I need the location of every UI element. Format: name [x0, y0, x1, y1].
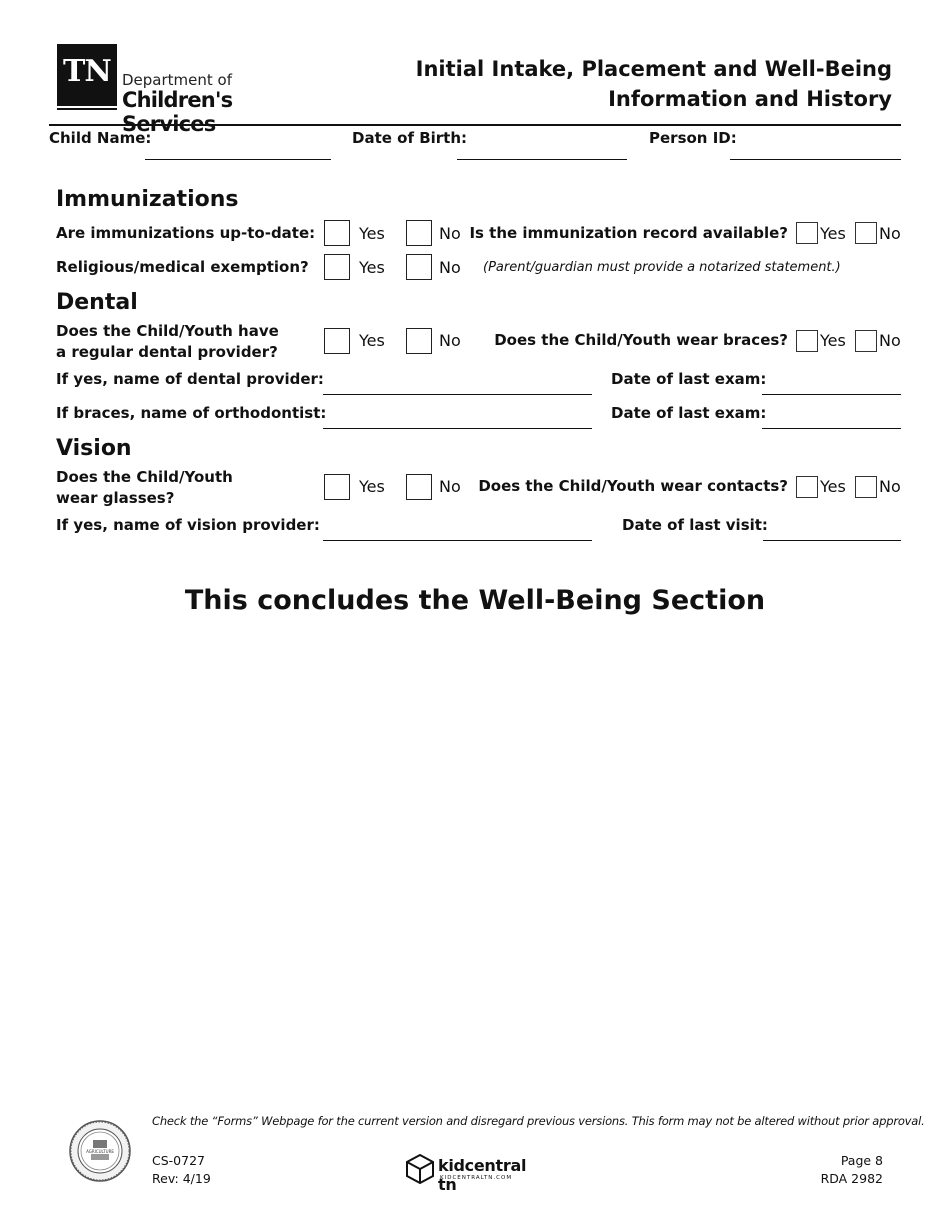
dental-provider-question-line1: Does the Child/Youth have [56, 322, 279, 340]
braces-yes-checkbox[interactable] [796, 330, 818, 352]
orthodontist-name-field[interactable] [323, 428, 592, 429]
immunization-record-no-checkbox[interactable] [855, 222, 877, 244]
glasses-no-checkbox[interactable] [406, 474, 432, 500]
dental-provider-question [56, 321, 279, 363]
no-label: No [439, 477, 461, 496]
vision-visit-date-field[interactable] [763, 540, 901, 541]
exemption-no-checkbox[interactable] [406, 254, 432, 280]
logo-underline-bars [57, 104, 117, 110]
state-seal-icon [69, 1120, 131, 1182]
form-info [152, 1152, 211, 1188]
dob-label: Date of Birth: [352, 129, 468, 147]
contacts-label: Does the Child/Youth wear contacts? [478, 477, 788, 495]
no-label: No [879, 224, 901, 243]
dob-field[interactable] [457, 159, 627, 160]
form-revision: Rev: 4/19 [152, 1171, 211, 1186]
dental-provider-yes-checkbox[interactable] [324, 328, 350, 354]
glasses-question [56, 467, 233, 509]
form-number: CS-0727 [152, 1153, 205, 1168]
braces-label: Does the Child/Youth wear braces? [494, 331, 788, 349]
dental-provider-question-line2: a regular dental provider? [56, 343, 278, 361]
no-label: No [879, 331, 901, 350]
no-label: No [439, 331, 461, 350]
department-logo [57, 44, 327, 136]
vision-provider-name-field[interactable] [323, 540, 592, 541]
kidcentral-logo [405, 1154, 545, 1194]
yes-label: Yes [359, 258, 385, 277]
glasses-question-line2: wear glasses? [56, 489, 175, 507]
rda-number: RDA 2982 [820, 1171, 883, 1186]
orthodontist-exam-date-field[interactable] [762, 428, 901, 429]
glasses-yes-checkbox[interactable] [324, 474, 350, 500]
contacts-no-checkbox[interactable] [855, 476, 877, 498]
seal-text: AGRICULTURE [86, 1149, 114, 1154]
conclusion-text: This concludes the Well-Being Section [184, 585, 766, 616]
state-seal [69, 1120, 131, 1182]
logo-tn-text: TN [63, 54, 111, 89]
tn-logo-box [57, 44, 117, 104]
orthodontist-name-label: If braces, name of orthodontist: [56, 404, 327, 422]
yes-label: Yes [820, 224, 846, 243]
page-info [821, 1152, 883, 1188]
exemption-note: (Parent/guardian must provide a notarized statement.) [483, 260, 841, 275]
yes-label: Yes [820, 477, 846, 496]
vision-provider-name-label: If yes, name of vision provider: [56, 516, 320, 534]
person-id-field[interactable] [730, 159, 901, 160]
dental-provider-name-field[interactable] [323, 394, 592, 395]
child-name-field[interactable] [145, 159, 331, 160]
no-label: No [879, 477, 901, 496]
glasses-question-line1: Does the Child/Youth [56, 468, 233, 486]
dental-exam-date-label: Date of last exam: [611, 370, 767, 388]
immunization-record-yes-checkbox[interactable] [796, 222, 818, 244]
contacts-yes-checkbox[interactable] [796, 476, 818, 498]
braces-no-checkbox[interactable] [855, 330, 877, 352]
kidcentral-cube-icon [405, 1154, 435, 1184]
yes-label: Yes [359, 224, 385, 243]
immunizations-uptodate-label: Are immunizations up-to-date: [56, 224, 316, 242]
footer-notice: Check the “Forms” Webpage for the current version and disregard previous versions. This form may not be altered without prior approval. [152, 1114, 925, 1128]
dental-exam-date-field[interactable] [762, 394, 901, 395]
exemption-label: Religious/medical exemption? [56, 258, 309, 276]
no-label: No [439, 258, 461, 277]
exemption-yes-checkbox[interactable] [324, 254, 350, 280]
immunization-record-label: Is the immunization record available? [469, 224, 788, 242]
no-label: No [439, 224, 461, 243]
dental-heading: Dental [56, 290, 138, 315]
yes-label: Yes [359, 331, 385, 350]
page-number: Page 8 [840, 1153, 883, 1168]
orthodontist-exam-date-label: Date of last exam: [611, 404, 767, 422]
person-id-label: Person ID: [649, 129, 737, 147]
logo-dept-text: Department of [122, 71, 232, 89]
page-title [416, 54, 892, 114]
logo-org-text: Children's Services [122, 88, 233, 136]
yes-label: Yes [359, 477, 385, 496]
child-name-label: Child Name: [49, 129, 152, 147]
vision-heading: Vision [56, 436, 132, 461]
page-title-line1: Initial Intake, Placement and Well-Being [415, 57, 892, 81]
kidcentral-brand-text: kidcentral tn [438, 1156, 527, 1194]
page-title-line2: Information and History [608, 87, 892, 111]
immunizations-uptodate-no-checkbox[interactable] [406, 220, 432, 246]
immunizations-uptodate-yes-checkbox[interactable] [324, 220, 350, 246]
immunizations-heading: Immunizations [56, 187, 239, 212]
dental-provider-no-checkbox[interactable] [406, 328, 432, 354]
header-rule [49, 124, 901, 126]
kidcentral-url-text: KIDCENTRALTN.COM [440, 1175, 513, 1181]
dental-provider-name-label: If yes, name of dental provider: [56, 370, 324, 388]
yes-label: Yes [820, 331, 846, 350]
vision-visit-date-label: Date of last visit: [622, 516, 768, 534]
